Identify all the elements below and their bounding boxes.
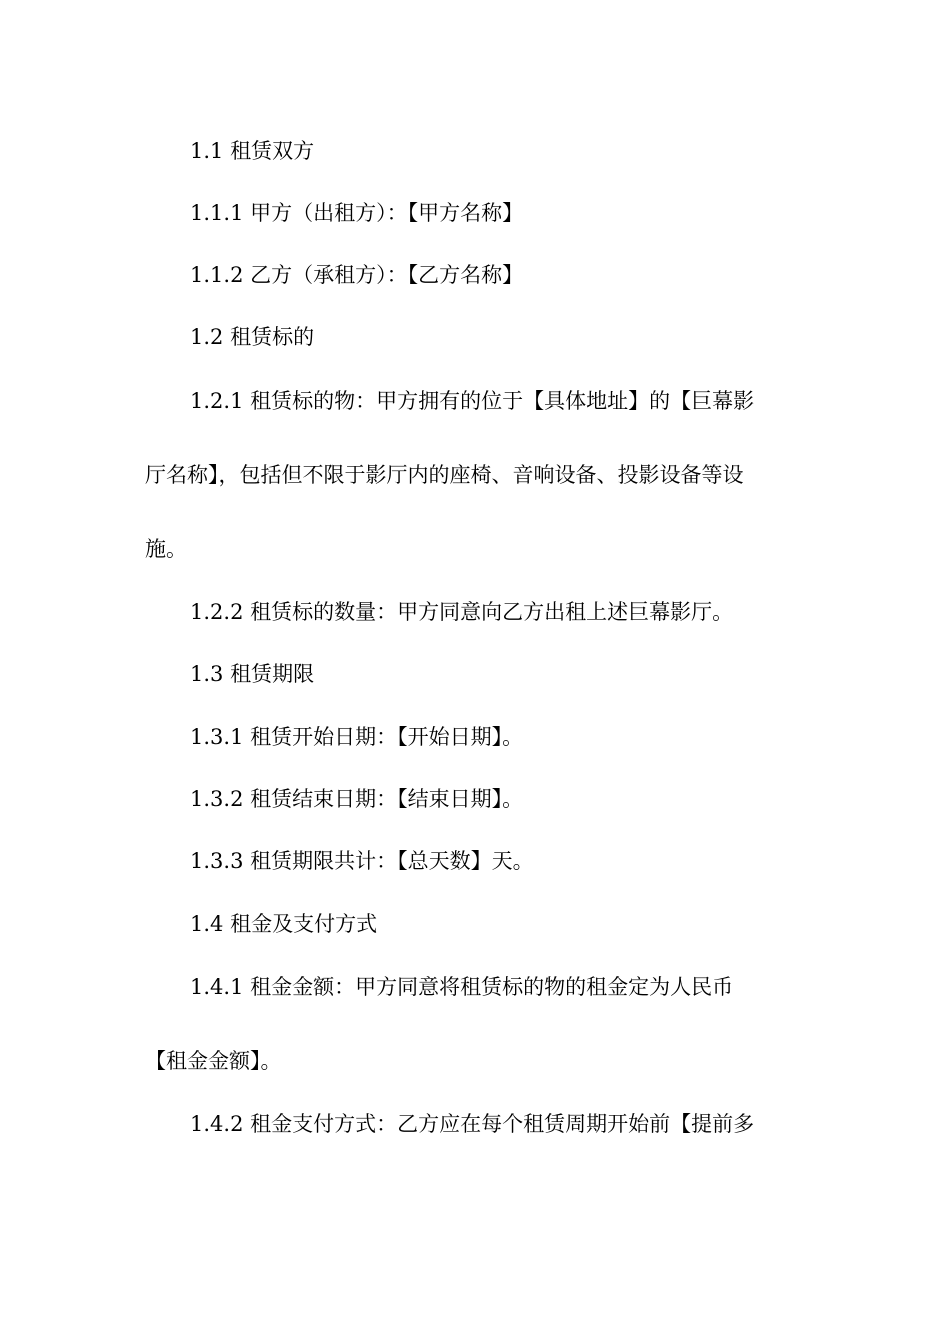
clause-1-2-2: 1.2.2 租赁标的数量：甲方同意向乙方出租上述巨幕影厅。 bbox=[190, 600, 734, 624]
clause-1-4-2-line-1: 1.4.2 租金支付方式：乙方应在每个租赁周期开始前【提前多 bbox=[190, 1112, 755, 1136]
clause-1-2-1-line-2: 厅名称】，包括但不限于影厅内的座椅、音响设备、投影设备等设 bbox=[145, 463, 744, 487]
heading-1-4: 1.4 租金及支付方式 bbox=[190, 912, 378, 936]
heading-1-1: 1.1 租赁双方 bbox=[190, 139, 315, 163]
heading-1-3: 1.3 租赁期限 bbox=[190, 662, 315, 686]
clause-1-2-1-line-1: 1.2.1 租赁标的物：甲方拥有的位于【具体地址】的【巨幕影 bbox=[190, 389, 755, 413]
clause-1-4-1-line-2: 【租金金额】。 bbox=[145, 1049, 282, 1073]
heading-1-2: 1.2 租赁标的 bbox=[190, 325, 315, 349]
clause-1-2-1-line-3: 施。 bbox=[145, 537, 187, 561]
clause-1-3-2: 1.3.2 租赁结束日期：【结束日期】。 bbox=[190, 787, 524, 811]
clause-1-4-1-line-1: 1.4.1 租金金额：甲方同意将租赁标的物的租金定为人民币 bbox=[190, 975, 734, 999]
clause-1-1-1: 1.1.1 甲方（出租方）：【甲方名称】 bbox=[190, 201, 524, 225]
clause-1-1-2: 1.1.2 乙方（承租方）：【乙方名称】 bbox=[190, 263, 524, 287]
clause-1-3-1: 1.3.1 租赁开始日期：【开始日期】。 bbox=[190, 725, 524, 749]
clause-1-3-3: 1.3.3 租赁期限共计：【总天数】天。 bbox=[190, 849, 534, 873]
